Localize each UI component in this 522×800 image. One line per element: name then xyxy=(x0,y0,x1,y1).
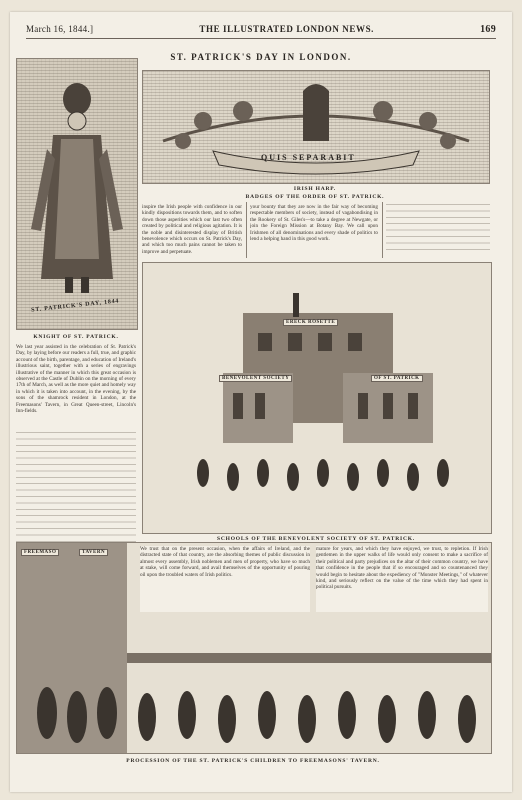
article-lower-right: mature for years, and which they have enjoyed, we trust, to repletion. If Irish gentlemen in the upper walks of life would only consent to make a sacrifice of their political and party prejudices on the altar of their common country, we have that confidence in the people that if so encouraged and so countenanced they would begin to hesitate about the expediency of "Monster Meetings," of whatever kind, and seriously reflect on the value of the time which they had spent in political pursuits. xyxy=(316,546,488,612)
article-column-2: inspire the Irish people with confidence in our kindly dispositions towards them, and to soften down those asperities which our last two often created by political and religious agitation. It is the noble and disinterested display of British benevolence which occurs on St. Patrick's Day, and which too much pains cannot be taken to improve and perpetuate. xyxy=(142,204,242,255)
harp-caption: IRISH HARP. xyxy=(293,186,337,192)
knight-figure xyxy=(17,59,137,329)
article-body-continued xyxy=(16,432,136,542)
knight-banner: ST. PATRICK'S DAY, 1844 xyxy=(30,298,120,314)
schools-building xyxy=(143,263,491,533)
article-body-intro: We last year assisted in the celebration of St. Patrick's Day, by laying before our readers a full, true, and graphic account of the birth, parentage, and education of Ireland's illustrious saint, together with a series of engravings illustrative of the manner in which this great occasion is observed at the Castle of Dublin on the morning of every 17th of March, as well as the more quiet and homely way in which it is taken into account, in the evening, by the sons of the shamrock resident in London, at the Freemasons' Tavern, in Great Queen-street, Lincoln's Inn-fields. xyxy=(16,344,136,415)
procession-sign-right: TAVERN xyxy=(79,549,108,556)
schools-sign-top: ERECK ROSETTE xyxy=(283,319,338,326)
knight-engraving xyxy=(16,58,138,330)
shamrock-wreath xyxy=(143,71,489,183)
schools-caption: SCHOOLS OF THE BENEVOLENT SOCIETY OF ST. PATRICK. xyxy=(217,536,415,542)
badges-caption: BADGES OF THE ORDER OF ST. PATRICK. xyxy=(245,194,385,200)
schools-engraving xyxy=(142,262,492,534)
masthead xyxy=(26,20,496,39)
issue-date: March 16, 1844.] xyxy=(26,24,94,34)
publication-name: THE ILLUSTRATED LONDON NEWS. xyxy=(199,24,375,34)
article-lower-left: We trust that on the present occasion, when the affairs of Ireland, and the distracted state of that country, are the absorbing themes of public discussion in almost every assembly, Irish noblemen and men of property, who have so much at stake, will come forward, and avail themselves of the opportunity of pouring oil upon the troubled waters of Irish politics. xyxy=(140,546,310,612)
newspaper-page xyxy=(10,12,512,792)
column-divider xyxy=(382,202,383,258)
page-number: 169 xyxy=(480,23,496,35)
harp-banner-motto: QUIS SEPARABIT xyxy=(261,153,356,162)
schools-sign-right: OF ST. PATRICK xyxy=(371,375,423,382)
article-column-3: your bounty that they are now in the fair way of becoming respectable members of society, instead of vagabondising in the Rookery of St. Giles's—to take a degree at Newgate, or join the Foreign Mission at Botany Bay. We call upon Irishmen of all denominations and every shade of politics to lend a helping hand in this good work. xyxy=(250,204,378,243)
article-column-4 xyxy=(386,204,490,256)
procession-sign-left: FREEMASO xyxy=(21,549,59,556)
column-divider xyxy=(246,202,247,258)
knight-caption: KNIGHT OF ST. PATRICK. xyxy=(33,334,119,340)
article-title: ST. PATRICK'S DAY IN LONDON. xyxy=(170,52,352,62)
harp-badges-engraving xyxy=(142,70,490,184)
procession-caption: PROCESSION OF THE ST. PATRICK'S CHILDREN TO FREEMASONS' TAVERN. xyxy=(126,758,380,764)
schools-sign-left: BENEVOLENT SOCIETY xyxy=(219,375,292,382)
